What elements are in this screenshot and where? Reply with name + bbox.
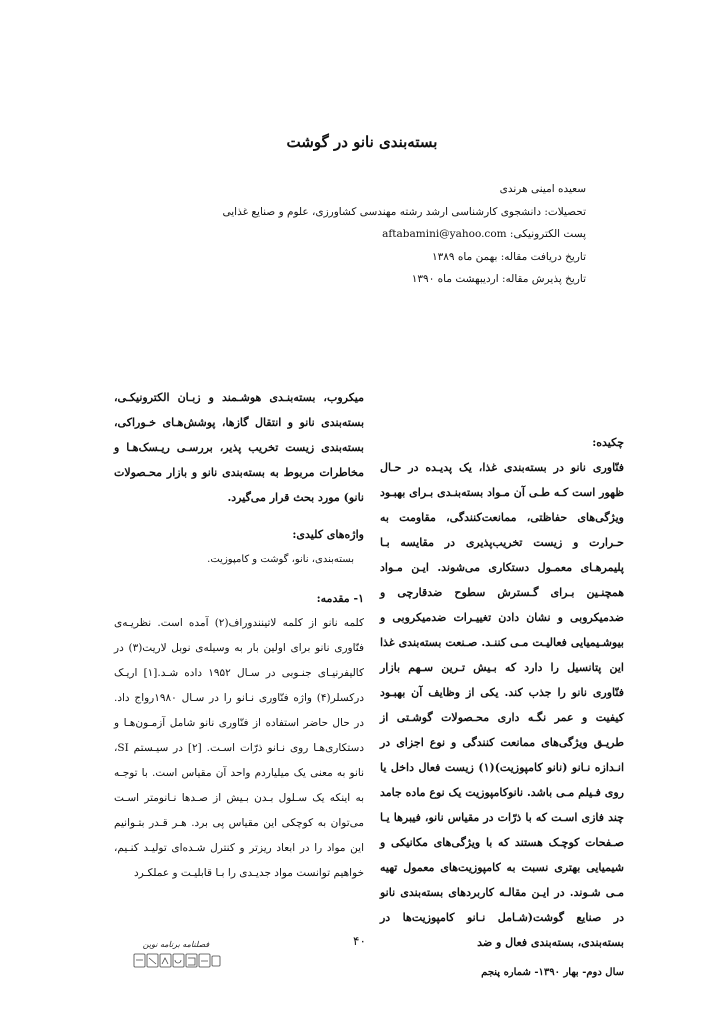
left-column [114, 385, 364, 886]
author-education: تحصیلات: دانشجوی کارشناسی ارشد رشته مهندسی کشاورزی، علوم و صنایع غذایی [222, 205, 586, 218]
author-name: سعیده امینی هرندی [499, 183, 586, 195]
journal-issue: سال دوم- بهار ۱۳۹۰- شماره پنجم [481, 967, 624, 978]
abstract-continuation: میکروب، بسته‌بنـدی هوشـمند و زبـان الکترونیکـی، بسته‌بندی نانو و انتقال گازها، پوشش‌هـای خـوراکی، بسته‌بندی زیست تخریب پذیر، بررسـی ریـسک‌هـا و مخاطرات مربوط به بسته‌بندی نانو و بازار محـصولات نانو) مورد بحث قرار می‌گیرد. [114, 391, 364, 504]
author-info [156, 178, 586, 291]
logo-caption: فصلنامه برنامه نوین [142, 940, 210, 949]
author-email: پست الکترونیکی: aftabamini@yahoo.com [382, 228, 586, 240]
introduction-heading: ۱- مقدمه: [316, 592, 364, 605]
keywords-heading: واژه‌های کلیدی: [292, 528, 364, 541]
introduction-text: کلمه نانو از کلمه لاتینندوراف(۲) آمده است. نظریـه‌ی فنّاوری نانو برای اولین بار به وسیله‌ی نوبل لاریت(۳) در کالیفرنیـای جنـوبی در سـال ۱۹۵۲ داده شـد.[۱] اریـک درکسلر(۴) واژه فنّاوری نـانو را در سـال ۱۹۸۰رواج داد. در حال حاضر استفاده از فنّاوری نانو شامل آزمـون‌هـا و دستکاری‌هـا روی نـانو ذرّات اسـت. [۲] در سیـستم SI، نانو به معنی یک میلیاردم واحد آن مقیاس است. با توجـه به اینکه یک سـلول بـدن بـیش از صـدها نـانومتر اسـت می‌توان به کوچکی این مقیاس پی برد. هـر قـدر بتـوانیم این مواد را در ابعاد ریزتر و کنترل شـده‌ای تولیـد کنـیم، خواهیم توانست مواد جدیـدی را بـا قابلیـت و عملکـرد [114, 617, 365, 879]
article-title: بسته‌بندی نانو در گوشت [286, 133, 438, 151]
received-date: تاریخ دریافت مقاله: بهمن ماه ۱۳۸۹ [432, 250, 586, 263]
accepted-date: تاریخ پذیرش مقاله: اردیبهشت ماه ۱۳۹۰ [411, 273, 586, 285]
abstract-column [380, 430, 624, 955]
journal-logo-icon [130, 936, 222, 972]
keywords-text: بسته‌بندی، نانو، گوشت و کامپوزیت. [207, 554, 354, 565]
page-number: ۴۰ [353, 934, 366, 948]
abstract-text: فنّاوری نانو در بسته‌بندی غذا، یک پدیـده در حـال ظهور است کـه طـی آن مـواد بسته‌بنـدی بـرای بهبـود ویژگی‌های حفاظتی، ممانعت‌کنندگی، مقاومت به حـرارت و زیست تخریب‌پذیری در مقایسه بـا پلیمرهـای معمـول دستکاری می‌شوند. ایـن مـواد همچنـین بـرای گـسترش سطوح ضدقارچی و ضدمیکروبی و نشان دادن تغییـرات ضدمیکروبی و بیوشـیمیایی فعالیـت مـی کننـد. صـنعت بسته‌بندی غذا این پتانسیل را دارد که بـیش تـرین سـهم بازار فنّاوری نانو را جذب کند. یکی از وظایف آن بهبـود کیفیت و عمر نگـه داری محـصولات گوشـتی از طریـق ویژگی‌های ممانعت کنندگی و نوع اجزای در انـدازه نـانو (نانو کامپوزیت)(۱) زیست فعال داخل یا روی فـیلم مـی باشد. نانوکامپوزیت یک نوع ماده جامد چند فازی اسـت که با ذرّات در مقیاس نانو، فیبرها یـا صـفحات کوچـک هستند که با ویژگی‌های مکانیکی و شیمیایی بهتری نسبت به کامپوزیت‌های معمول تهیه مـی شـوند. در ایـن مقالـه کاربردهای بسته‌بندی نانو در صنایع گوشت(شـامل نـانو کامپوزیت‌ها در بسته‌بندی، بسته‌بندی فعال و ضد [380, 461, 625, 949]
abstract-heading: چکیده: [592, 436, 624, 449]
